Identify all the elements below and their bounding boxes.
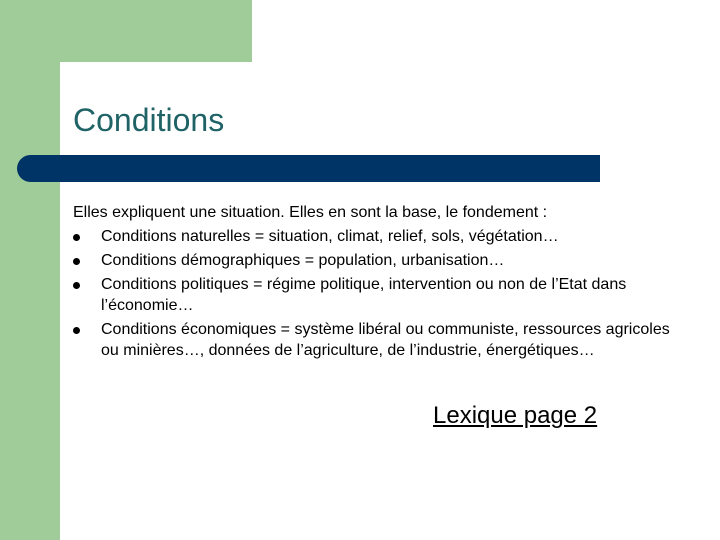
bullet-item: [73, 250, 673, 271]
bullet-text: Conditions démographiques = population, urbanisation…: [101, 252, 505, 269]
intro-text: Elles expliquent une situation. Elles en sont la base, le fondement :: [73, 204, 548, 221]
bullet-dot-icon: [73, 258, 80, 265]
bullet-item: [73, 226, 673, 247]
bullet-dot-icon: [73, 234, 80, 241]
top-green-strip: [0, 0, 252, 62]
slide-title: Conditions: [73, 102, 225, 138]
lexique-link[interactable]: Lexique page 2: [433, 402, 598, 429]
bullet-text: Conditions naturelles = situation, climat, relief, sols, végétation…: [101, 228, 559, 245]
bullet-dot-icon: [73, 282, 80, 289]
bullet-item: [73, 319, 673, 361]
bullet-text: Conditions politiques = régime politique, intervention ou non de l’Etat dans l’économie…: [101, 276, 627, 314]
slide-body: [73, 202, 673, 364]
bullet-item: [73, 274, 673, 316]
title-underline-bar: [17, 155, 600, 182]
bullet-text: Conditions économiques = système libéral ou communiste, ressources agricoles ou minières…, données de l’agriculture, de l’industrie, énergétiques…: [101, 321, 670, 359]
bullet-list: [73, 226, 673, 361]
left-green-strip: [0, 0, 60, 540]
bullet-dot-icon: [73, 327, 80, 334]
